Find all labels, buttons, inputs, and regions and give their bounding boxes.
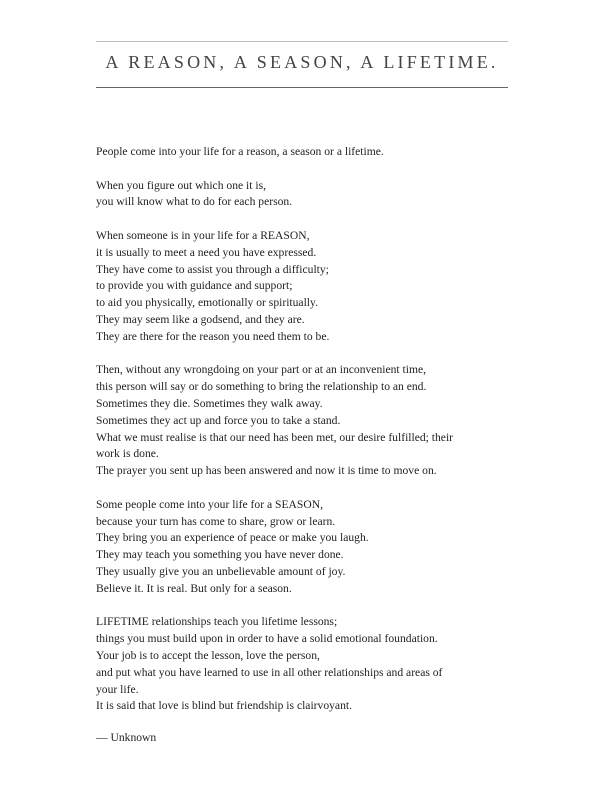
paragraph-gap [96,480,508,497]
text-line: this person will say or do something to bring the relationship to an end. [96,380,427,394]
page-title: A REASON, A SEASON, A LIFETIME. [105,52,499,72]
text-line: They are there for the reason you need them to be. [96,329,330,343]
paragraph-gap [96,161,508,178]
text-line: it is usually to meet a need you have expressed. [96,245,317,259]
text-line: Sometimes they die. Sometimes they walk away. [96,396,323,410]
text-line: Your job is to accept the lesson, love the person, [96,648,320,662]
paragraph-gap [96,346,508,363]
text-line: to provide you with guidance and support; [96,279,293,293]
text-line: What we must realise is that our need has been met, our desire fulfilled; their [96,430,454,444]
text-line: People come into your life for a reason, a season or a lifetime. [96,145,384,158]
text-line: Believe it. It is real. But only for a season. [96,581,292,595]
title-bottom-rule [96,87,508,88]
text-line: LIFETIME relationships teach you lifetime lessons; [96,615,338,629]
title-top-rule [96,41,508,42]
text-line: your life. [96,682,139,696]
text-line: They bring you an experience of peace or make you laugh. [96,531,369,545]
text-line: They have come to assist you through a difficulty; [96,262,329,276]
text-line: The prayer you sent up has been answered and now it is time to move on. [96,464,437,478]
paragraph [96,614,508,715]
paragraph [96,362,508,480]
paragraph-gap [96,211,508,228]
paragraph-gap [96,598,508,615]
text-line: Sometimes they act up and force you to take a stand. [96,413,341,427]
text-line: They usually give you an unbelievable amount of joy. [96,564,346,578]
paragraph [96,144,508,161]
text-line: work is done. [96,447,159,461]
text-line: They may seem like a godsend, and they are. [96,312,305,326]
text-line: because your turn has come to share, grow or learn. [96,514,336,528]
poem-body [96,144,508,715]
text-line: things you must build upon in order to have a solid emotional foundation. [96,632,438,646]
paragraph [96,228,508,346]
text-line: and put what you have learned to use in all other relationships and areas of [96,665,443,679]
text-line: Then, without any wrongdoing on your part or at an inconvenient time, [96,363,427,377]
signature: — Unknown [96,731,157,744]
paragraph [96,178,508,212]
paragraph [96,497,508,598]
text-line: Some people come into your life for a SEASON, [96,497,324,511]
text-line: you will know what to do for each person. [96,195,293,209]
text-line: It is said that love is blind but friendship is clairvoyant. [96,699,352,713]
text-line: to aid you physically, emotionally or spiritually. [96,296,318,310]
text-line: When you figure out which one it is, [96,178,267,192]
text-line: When someone is in your life for a REASON, [96,228,310,242]
text-line: They may teach you something you have never done. [96,548,344,562]
